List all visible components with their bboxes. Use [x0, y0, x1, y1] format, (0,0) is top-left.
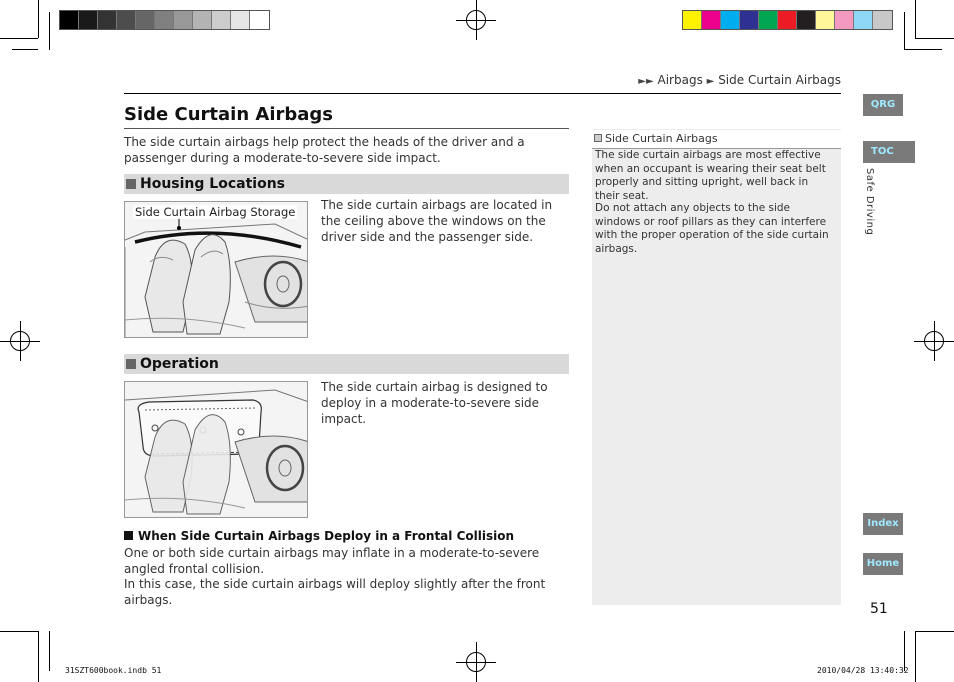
- header-rule: [124, 93, 841, 94]
- registration-mark: [456, 0, 496, 40]
- sidebar-paragraph-1: The side curtain airbags are most effective when an occupant is wearing their seat belt properly and sitting upright, well back in their seat.: [595, 149, 826, 202]
- color-swatch: [60, 11, 79, 29]
- color-swatch: [117, 11, 136, 29]
- operation-heading-text: Operation: [140, 356, 219, 372]
- crop-mark: [904, 631, 905, 671]
- registration-mark: [456, 642, 496, 682]
- crop-mark: [12, 49, 38, 50]
- color-swatch: [79, 11, 98, 29]
- color-swatch: [873, 11, 892, 29]
- section-square-icon: [126, 179, 136, 189]
- page-title: Side Curtain Airbags: [124, 104, 334, 125]
- frontal-paragraph-1: One or both side curtain airbags may inflate in a moderate-to-severe angled frontal collision.: [124, 546, 540, 576]
- frontal-heading-text: When Side Curtain Airbags Deploy in a Frontal Collision: [138, 529, 515, 543]
- color-swatch: [231, 11, 250, 29]
- color-swatch: [174, 11, 193, 29]
- housing-heading-text: Housing Locations: [140, 176, 285, 192]
- housing-location-illustration: [124, 201, 308, 338]
- breadcrumb-link-airbags[interactable]: Airbags: [657, 73, 703, 87]
- title-rule: [124, 128, 569, 129]
- sidebar-paragraph-2: Do not attach any objects to the side windows or roof pillars as they can interfere with the proper operation of the side curtain airbags.: [595, 202, 829, 255]
- deployed-airbag-illustration: [125, 382, 308, 518]
- intro-paragraph: The side curtain airbags help protect the heads of the driver and a passenger during a moderate-to-severe side impact.: [124, 135, 525, 165]
- color-swatch: [136, 11, 155, 29]
- frontal-collision-heading: [124, 529, 514, 543]
- section-square-icon: [126, 359, 136, 369]
- frontal-paragraph-2: In this case, the side curtain airbags will deploy slightly after the front airbags.: [124, 577, 546, 607]
- color-swatch: [778, 11, 797, 29]
- breadcrumb: [638, 73, 841, 87]
- reference-icon: [594, 134, 602, 142]
- sidebar-heading-text: Side Curtain Airbags: [605, 132, 718, 145]
- color-swatch: [250, 11, 269, 29]
- crop-mark: [49, 631, 50, 671]
- breadcrumb-arrows: ►►: [638, 76, 654, 87]
- breadcrumb-separator: ►: [706, 76, 715, 87]
- section-heading-operation: [124, 354, 569, 374]
- operation-illustration: [124, 381, 308, 518]
- print-slug-file: 31SZT600book.indb 51: [65, 666, 162, 675]
- color-swatch: [702, 11, 721, 29]
- crop-mark: [38, 631, 39, 682]
- color-swatch: [835, 11, 854, 29]
- nav-tab-toc[interactable]: TOC: [863, 141, 915, 163]
- section-heading-housing: [124, 174, 569, 194]
- crop-mark: [0, 631, 38, 632]
- crop-mark: [904, 49, 942, 50]
- color-swatch: [193, 11, 212, 29]
- color-swatch: [721, 11, 740, 29]
- registration-mark: [0, 321, 40, 361]
- nav-tab-home[interactable]: Home: [863, 553, 903, 575]
- section-label-safe-driving: Safe Driving: [864, 168, 875, 236]
- operation-description: The side curtain airbag is designed to deploy in a moderate-to-severe side impact.: [321, 380, 548, 426]
- color-swatch: [759, 11, 778, 29]
- color-swatch: [683, 11, 702, 29]
- subhead-square-icon: [124, 531, 133, 540]
- crop-mark: [915, 631, 954, 632]
- breadcrumb-current: Side Curtain Airbags: [718, 73, 841, 87]
- crop-mark: [915, 0, 916, 38]
- print-slug-timestamp: 2010/04/28 13:40:32: [817, 666, 909, 675]
- color-swatch: [155, 11, 174, 29]
- crop-mark: [49, 12, 50, 50]
- process-color-bar: [682, 10, 893, 30]
- crop-mark: [915, 631, 916, 682]
- page-number: 51: [870, 601, 888, 617]
- crop-mark: [915, 38, 954, 39]
- grayscale-color-bar: [59, 10, 270, 30]
- crop-mark: [0, 38, 38, 39]
- housing-description: The side curtain airbags are located in the ceiling above the windows on the driver side and the passenger side.: [321, 198, 553, 244]
- car-interior-illustration: [125, 202, 308, 338]
- color-swatch: [797, 11, 816, 29]
- crop-mark: [904, 12, 905, 50]
- color-swatch: [854, 11, 873, 29]
- figure-callout-label: Side Curtain Airbag Storage: [135, 205, 296, 219]
- registration-mark: [914, 321, 954, 361]
- nav-tab-index[interactable]: Index: [863, 513, 903, 535]
- sidebar-note-heading: [592, 130, 841, 149]
- color-swatch: [740, 11, 759, 29]
- color-swatch: [98, 11, 117, 29]
- crop-mark: [38, 0, 39, 38]
- color-swatch: [212, 11, 231, 29]
- nav-tab-qrg[interactable]: QRG: [863, 94, 903, 116]
- color-swatch: [816, 11, 835, 29]
